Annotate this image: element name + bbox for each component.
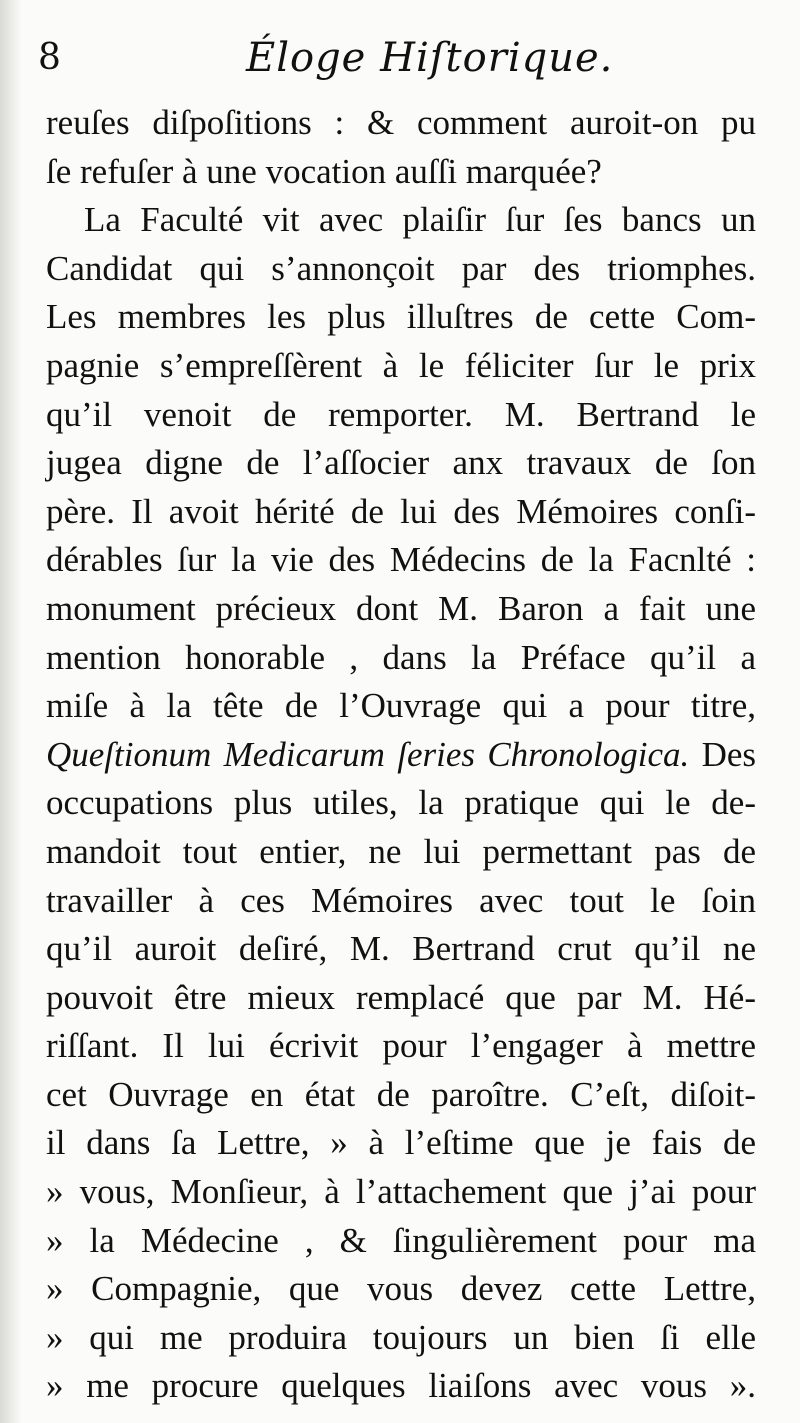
- text-line: mention honorable , dans la Préface qu’il a: [46, 637, 756, 677]
- text-line: La Faculté vit avec plaiſir ſur ſes bancs un: [84, 200, 756, 240]
- book-title: Queſtionum Medicarum ſeries Chronologica.: [46, 734, 690, 774]
- text-line: reuſes diſpoſitions : & comment auroit-on pu: [46, 103, 756, 142]
- text-line: pagnie s’empreſſèrent à le féliciter ſur le prix: [46, 345, 756, 385]
- text-line: monument précieux dont M. Baron a fait une: [46, 588, 756, 628]
- text-line: cet Ouvrage en état de paroître. C’eſt, diſoit-: [46, 1074, 756, 1114]
- text-line: » Compagnie, que vous devez cette Lettre,: [46, 1269, 756, 1309]
- text-line: ſe refuſer à une vocation auſſi marquée?: [46, 151, 602, 191]
- text-line: » la Médecine , & ſingulièrement pour ma: [46, 1220, 756, 1260]
- text-line: qu’il auroit deſiré, M. Bertrand crut qu’il ne: [46, 929, 756, 969]
- text-line: il dans ſa Lettre, » à l’eſtime que je fais de: [46, 1123, 756, 1163]
- text-line: » qui me produira toujours un bien ſi elle: [46, 1317, 756, 1357]
- text-line: qu’il venoit de remporter. M. Bertrand le: [46, 394, 756, 434]
- text-line: » me procure quelques liaiſons avec vous ».: [46, 1366, 756, 1406]
- text-line: Les membres les plus illuſtres de cette Com-: [46, 297, 756, 337]
- page-gutter-shadow: [0, 0, 22, 1423]
- text-line: dérables ſur la vie des Médecins de la Facnlté :: [46, 540, 756, 580]
- text-fragment: Des: [689, 734, 757, 774]
- text-line: Candidat qui s’annonçoit par des triomphes.: [46, 248, 756, 288]
- text-line: occupations plus utiles, la pratique qui le de-: [46, 783, 756, 823]
- text-line: miſe à la tête de l’Ouvrage qui a pour titre,: [46, 686, 756, 726]
- page-header: [38, 36, 778, 92]
- text-line: jugea digne de l’aſſocier anx travaux de ſon: [46, 443, 756, 483]
- text-line: mandoit tout entier, ne lui permettant pas de: [46, 831, 756, 871]
- text-line: riſſant. Il lui écrivit pour l’engager à mettre: [46, 1026, 756, 1066]
- text-line: travailler à ces Mémoires avec tout le ſoin: [46, 880, 756, 920]
- running-title: Éloge Hiſtorique.: [246, 35, 614, 81]
- text-line: [46, 731, 756, 780]
- text-line: père. Il avoit hérité de lui des Mémoires conſi-: [46, 491, 756, 531]
- page-number: 8: [38, 37, 61, 78]
- text-line: pouvoit être mieux remplacé que par M. Hé-: [46, 977, 756, 1017]
- body-text: [46, 99, 756, 1411]
- text-line: » vous, Monſieur, à l’attachement que j’ai pour: [46, 1172, 756, 1212]
